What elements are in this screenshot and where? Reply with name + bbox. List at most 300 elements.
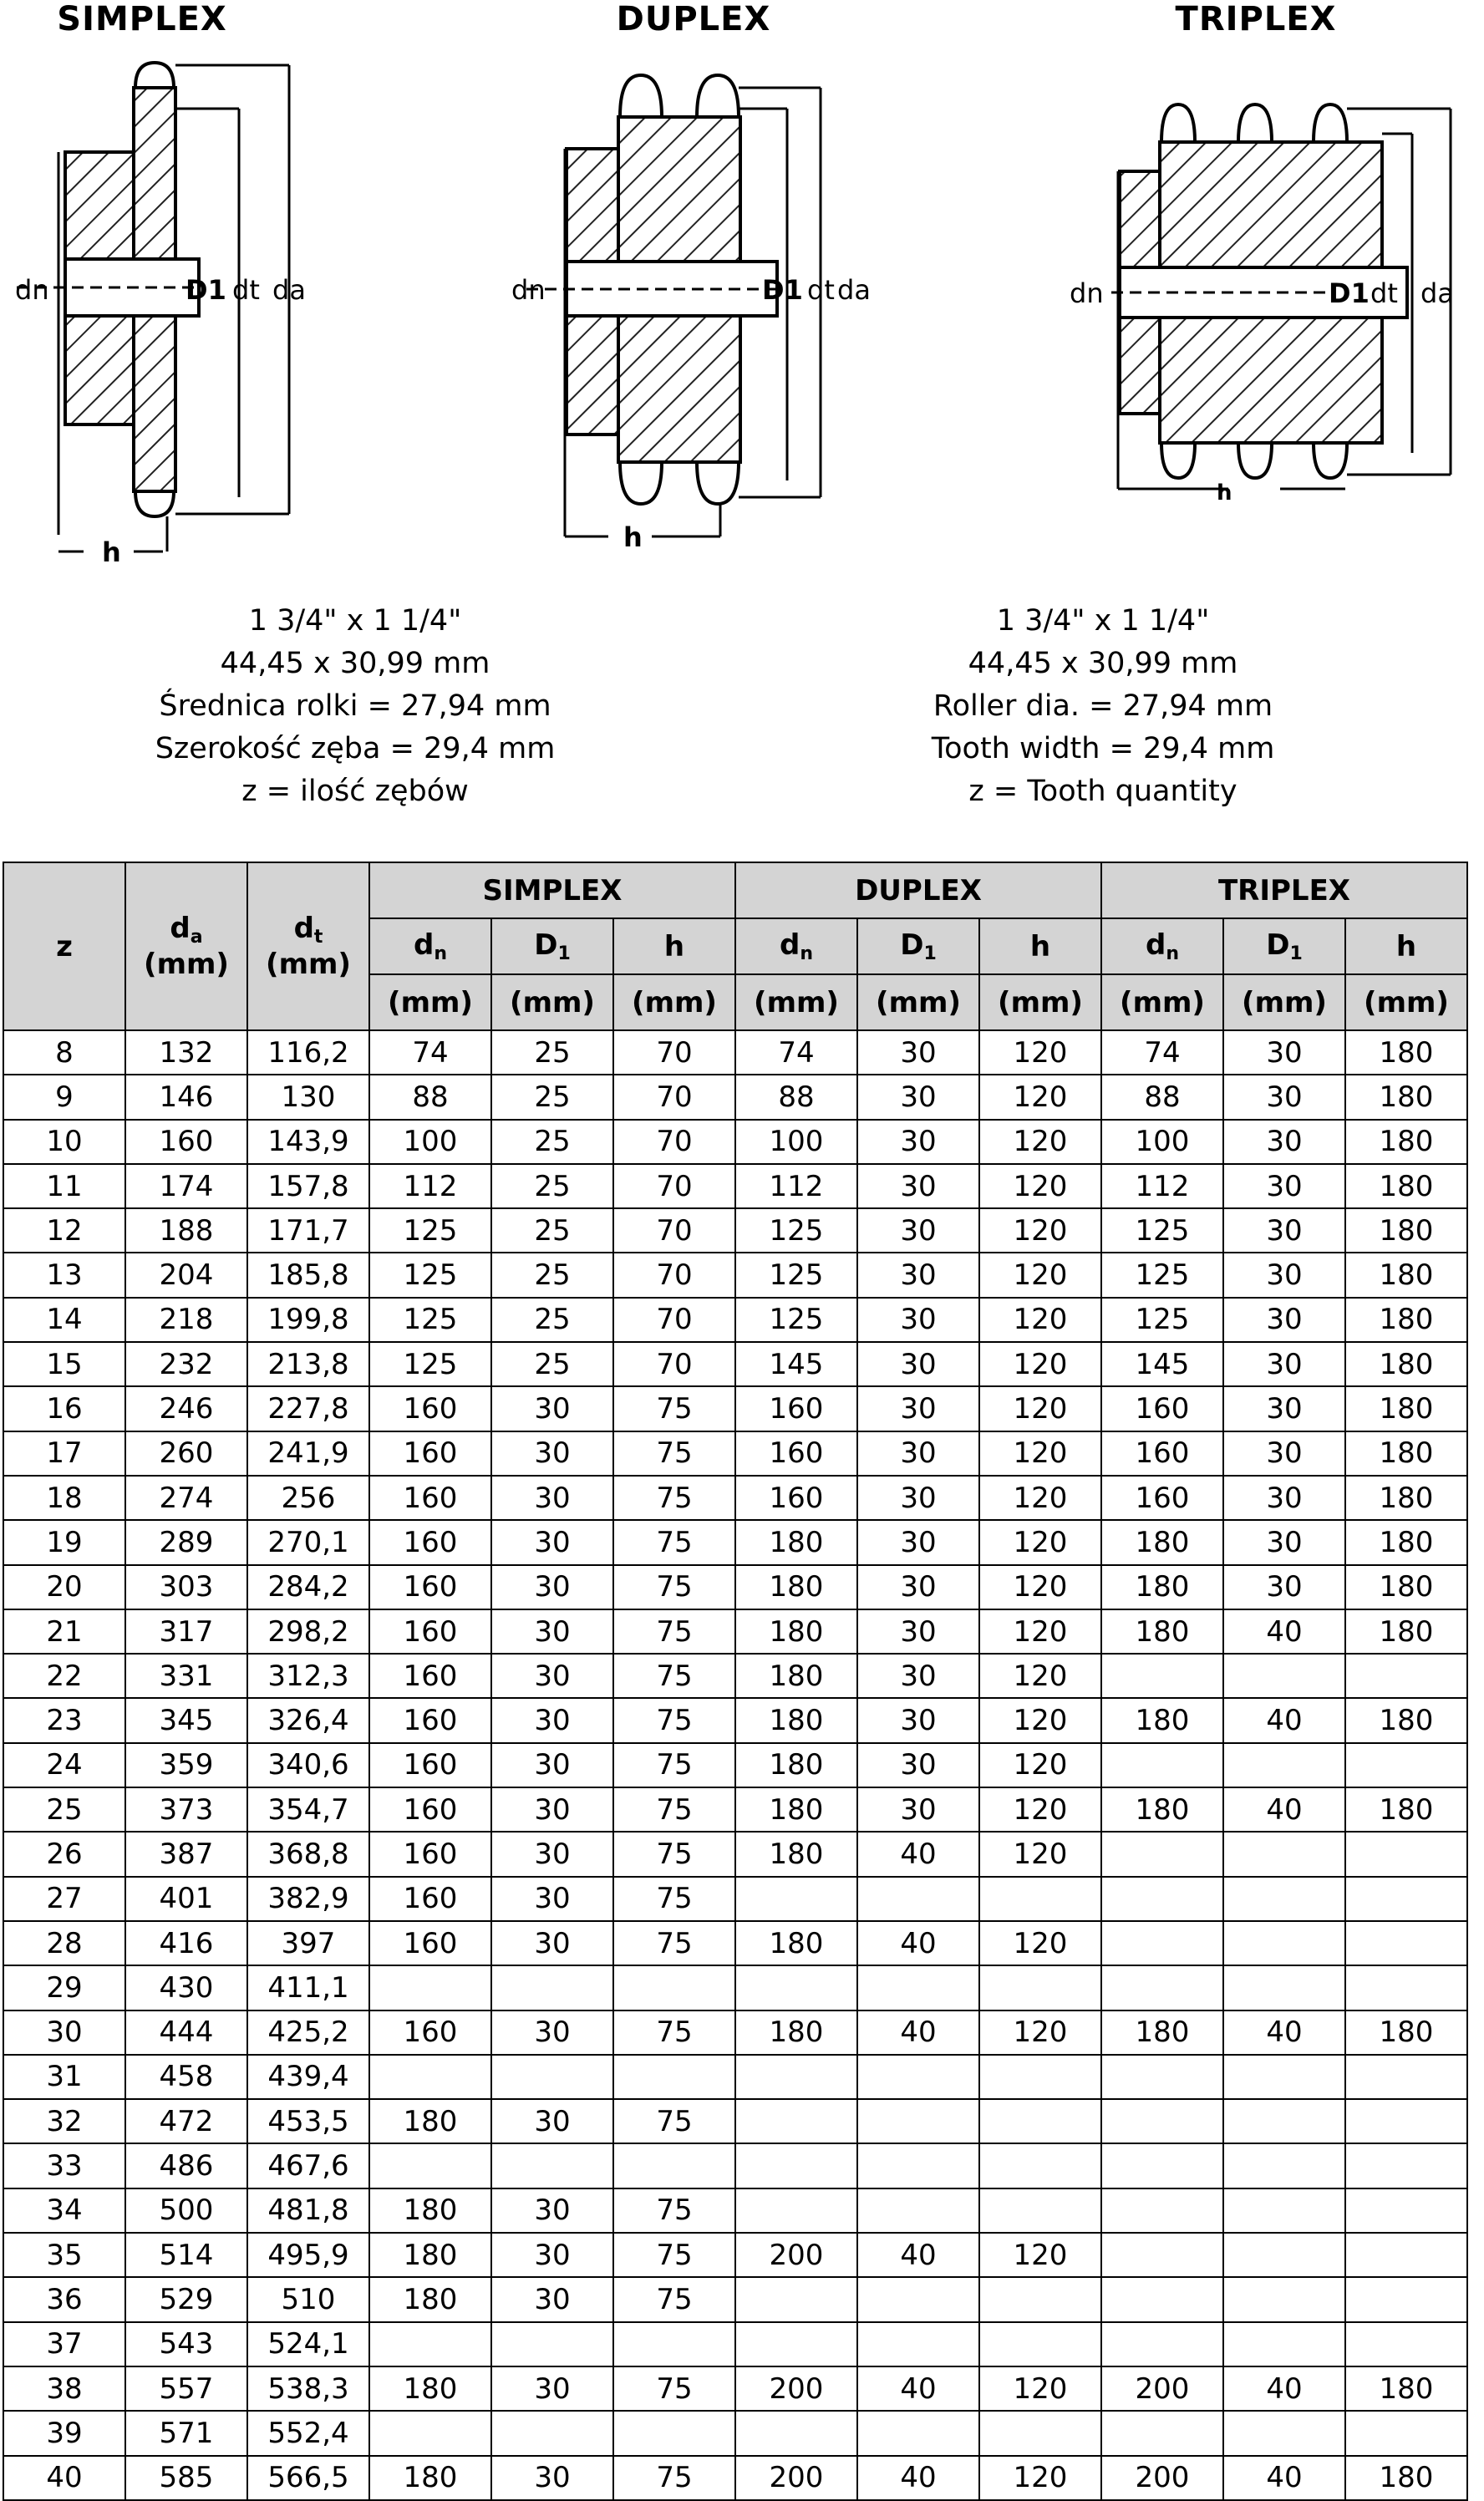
- table-cell: 120: [979, 1921, 1101, 1965]
- table-cell: 120: [979, 1120, 1101, 1164]
- table-cell: 30: [491, 2233, 613, 2277]
- table-cell: [1345, 1877, 1467, 1921]
- table-cell: [1345, 2277, 1467, 2321]
- table-cell: [857, 1965, 979, 2010]
- caption-en-line: z = Tooth quantity: [968, 775, 1238, 808]
- table-cell: 430: [125, 1965, 247, 2010]
- table-cell: 33: [3, 2143, 125, 2188]
- table-cell: 28: [3, 1921, 125, 1965]
- table-cell: 30: [857, 1075, 979, 1119]
- table-cell: [857, 2322, 979, 2366]
- table-cell: 260: [125, 1431, 247, 1476]
- table-cell: 180: [1345, 1431, 1467, 1476]
- table-cell: [613, 2411, 735, 2455]
- table-cell: 40: [1223, 2456, 1345, 2500]
- caption-english: [836, 600, 1370, 813]
- table-row: [3, 1431, 1467, 1476]
- table-cell: 571: [125, 2411, 247, 2455]
- table-cell: 16: [3, 1386, 125, 1431]
- table-cell: 75: [613, 2277, 735, 2321]
- table-cell: 200: [735, 2233, 857, 2277]
- table-row: [3, 2010, 1467, 2055]
- table-cell: 40: [857, 1832, 979, 1876]
- table-cell: 31: [3, 2055, 125, 2099]
- table-cell: 557: [125, 2366, 247, 2411]
- table-cell: 100: [1101, 1120, 1223, 1164]
- table-cell: 125: [735, 1208, 857, 1253]
- table-cell: 585: [125, 2456, 247, 2500]
- table-cell: 88: [735, 1075, 857, 1119]
- header-unit: (mm): [491, 974, 613, 1030]
- table-cell: 40: [857, 1921, 979, 1965]
- table-cell: [1345, 2233, 1467, 2277]
- triplex-dt-label: dt: [1370, 277, 1398, 309]
- table-cell: 317: [125, 1609, 247, 1654]
- table-cell: 180: [1345, 1075, 1467, 1119]
- table-cell: [857, 2055, 979, 2099]
- duplex-h-label: h: [623, 521, 643, 553]
- table-cell: [735, 2277, 857, 2321]
- table-cell: 70: [613, 1075, 735, 1119]
- sprocket-spec-table: [3, 862, 1468, 2501]
- table-cell: 120: [979, 1253, 1101, 1297]
- table-cell: 180: [1101, 1565, 1223, 1609]
- table-cell: [1345, 2411, 1467, 2455]
- table-cell: [1223, 2055, 1345, 2099]
- table-cell: 180: [735, 1921, 857, 1965]
- table-cell: 180: [369, 2188, 491, 2233]
- table-cell: [1101, 1965, 1223, 2010]
- table-cell: 70: [613, 1164, 735, 1208]
- table-cell: 75: [613, 1743, 735, 1787]
- table-cell: 120: [979, 1298, 1101, 1342]
- table-cell: 125: [1101, 1208, 1223, 1253]
- table-cell: 180: [1345, 1386, 1467, 1431]
- table-cell: 75: [613, 1476, 735, 1520]
- table-cell: 120: [979, 1654, 1101, 1698]
- table-cell: 552,4: [247, 2411, 369, 2455]
- table-cell: [1345, 1743, 1467, 1787]
- table-cell: [735, 2322, 857, 2366]
- caption-en-line: Roller dia. = 27,94 mm: [933, 689, 1273, 723]
- table-cell: 160: [735, 1431, 857, 1476]
- caption-pl-line: 44,45 x 30,99 mm: [220, 647, 490, 680]
- table-cell: 30: [1223, 1075, 1345, 1119]
- table-cell: [979, 2099, 1101, 2143]
- table-cell: 538,3: [247, 2366, 369, 2411]
- table-cell: [735, 1965, 857, 2010]
- caption-en-line: 1 3/4" x 1 1/4": [996, 604, 1210, 638]
- table-row: [3, 1609, 1467, 1654]
- header-unit: (mm): [369, 974, 491, 1030]
- table-cell: 30: [491, 1787, 613, 1832]
- table-cell: 180: [369, 2456, 491, 2500]
- table-cell: 40: [1223, 2010, 1345, 2055]
- header-unit: (mm): [1223, 974, 1345, 1030]
- table-cell: 75: [613, 1565, 735, 1609]
- duplex-dn-label: dn: [511, 274, 546, 306]
- table-cell: [491, 2143, 613, 2188]
- table-cell: 331: [125, 1654, 247, 1698]
- table-cell: 70: [613, 1298, 735, 1342]
- table-cell: [1345, 2322, 1467, 2366]
- table-cell: [857, 1877, 979, 1921]
- table-cell: [1101, 1654, 1223, 1698]
- table-row: [3, 2188, 1467, 2233]
- table-cell: 160: [369, 1698, 491, 1742]
- table-cell: 382,9: [247, 1877, 369, 1921]
- table-cell: [1101, 1832, 1223, 1876]
- table-cell: 32: [3, 2099, 125, 2143]
- table-cell: 125: [735, 1298, 857, 1342]
- table-cell: 160: [369, 1386, 491, 1431]
- table-cell: [1223, 1921, 1345, 1965]
- table-cell: 40: [1223, 1698, 1345, 1742]
- table-cell: 120: [979, 1743, 1101, 1787]
- table-cell: 180: [1345, 1030, 1467, 1075]
- table-cell: 120: [979, 1832, 1101, 1876]
- table-cell: [1101, 1921, 1223, 1965]
- table-cell: 30: [1223, 1386, 1345, 1431]
- table-cell: 74: [1101, 1030, 1223, 1075]
- table-cell: [613, 1965, 735, 2010]
- table-cell: 232: [125, 1342, 247, 1386]
- header-unit: (mm): [1345, 974, 1467, 1030]
- table-cell: 75: [613, 2188, 735, 2233]
- table-cell: [1101, 2055, 1223, 2099]
- header-group-triplex: TRIPLEX: [1101, 862, 1467, 918]
- table-cell: 30: [1223, 1030, 1345, 1075]
- table-cell: [979, 2411, 1101, 2455]
- table-cell: 30: [857, 1208, 979, 1253]
- table-cell: 180: [1345, 1298, 1467, 1342]
- table-cell: 8: [3, 1030, 125, 1075]
- table-cell: 30: [857, 1431, 979, 1476]
- table-cell: 120: [979, 2456, 1101, 2500]
- table-cell: 125: [369, 1253, 491, 1297]
- caption-polish: [88, 600, 623, 813]
- duplex-title: DUPLEX: [616, 0, 771, 38]
- table-cell: [735, 2411, 857, 2455]
- table-cell: 180: [1101, 1698, 1223, 1742]
- table-cell: 30: [1223, 1565, 1345, 1609]
- table-row: [3, 2411, 1467, 2455]
- table-cell: 160: [125, 1120, 247, 1164]
- table-cell: 30: [3, 2010, 125, 2055]
- header-h: h: [613, 918, 735, 974]
- table-cell: 30: [1223, 1520, 1345, 1564]
- table-cell: 15: [3, 1342, 125, 1386]
- table-cell: 180: [1101, 1520, 1223, 1564]
- table-cell: 185,8: [247, 1253, 369, 1297]
- simplex-h-label: h: [102, 536, 121, 568]
- table-cell: 75: [613, 1386, 735, 1431]
- table-cell: [857, 2099, 979, 2143]
- table-cell: 29: [3, 1965, 125, 2010]
- table-cell: 11: [3, 1164, 125, 1208]
- table-cell: [1101, 2411, 1223, 2455]
- table-cell: 25: [491, 1298, 613, 1342]
- table-cell: 14: [3, 1298, 125, 1342]
- table-cell: [857, 2411, 979, 2455]
- table-cell: [1223, 2099, 1345, 2143]
- table-cell: 524,1: [247, 2322, 369, 2366]
- table-cell: 17: [3, 1431, 125, 1476]
- table-cell: 453,5: [247, 2099, 369, 2143]
- table-cell: 25: [491, 1208, 613, 1253]
- caption-pl-line: Szerokość zęba = 29,4 mm: [155, 732, 556, 765]
- table-cell: 19: [3, 1520, 125, 1564]
- table-cell: 180: [735, 1698, 857, 1742]
- table-cell: [979, 2055, 1101, 2099]
- table-cell: 180: [1101, 2010, 1223, 2055]
- table-cell: [979, 1877, 1101, 1921]
- table-cell: 180: [1345, 2456, 1467, 2500]
- table-cell: 30: [491, 1743, 613, 1787]
- table-cell: 125: [369, 1342, 491, 1386]
- table-cell: 88: [1101, 1075, 1223, 1119]
- table-row: [3, 1075, 1467, 1119]
- table-cell: 289: [125, 1520, 247, 1564]
- table-cell: 120: [979, 1208, 1101, 1253]
- table-cell: [613, 2143, 735, 2188]
- table-cell: 30: [1223, 1164, 1345, 1208]
- table-cell: 75: [613, 1609, 735, 1654]
- table-cell: 120: [979, 2010, 1101, 2055]
- table-cell: 30: [857, 1743, 979, 1787]
- header-unit: (mm): [857, 974, 979, 1030]
- header-D1: $D_1$: [491, 918, 613, 974]
- triplex-diagram: [1061, 0, 1484, 577]
- table-cell: [1345, 1921, 1467, 1965]
- table-cell: 30: [491, 1698, 613, 1742]
- triplex-title: TRIPLEX: [1175, 0, 1337, 38]
- table-cell: [491, 2055, 613, 2099]
- table-cell: 75: [613, 1520, 735, 1564]
- table-cell: 30: [491, 2277, 613, 2321]
- table-row: [3, 1565, 1467, 1609]
- table-cell: 274: [125, 1476, 247, 1520]
- table-cell: 256: [247, 1476, 369, 1520]
- table-cell: 120: [979, 1431, 1101, 1476]
- table-row: [3, 1921, 1467, 1965]
- table-cell: 100: [369, 1120, 491, 1164]
- table-cell: 160: [1101, 1431, 1223, 1476]
- header-unit: (mm): [613, 974, 735, 1030]
- table-cell: [979, 2188, 1101, 2233]
- table-cell: 543: [125, 2322, 247, 2366]
- table-row: [3, 1476, 1467, 1520]
- triplex-da-label: da: [1420, 277, 1454, 309]
- table-cell: [735, 2143, 857, 2188]
- table-cell: [1345, 2055, 1467, 2099]
- header-z: z: [3, 862, 125, 1030]
- table-row: [3, 2055, 1467, 2099]
- table-cell: 180: [735, 1609, 857, 1654]
- table-cell: 30: [491, 2188, 613, 2233]
- table-cell: 160: [735, 1476, 857, 1520]
- table-cell: 112: [735, 1164, 857, 1208]
- table-cell: 566,5: [247, 2456, 369, 2500]
- table-cell: 145: [735, 1342, 857, 1386]
- table-cell: 180: [1345, 1476, 1467, 1520]
- table-cell: 30: [857, 1120, 979, 1164]
- table-cell: 30: [491, 1877, 613, 1921]
- table-cell: [1345, 1832, 1467, 1876]
- table-cell: 25: [3, 1787, 125, 1832]
- table-cell: 120: [979, 1698, 1101, 1742]
- table-row: [3, 1787, 1467, 1832]
- table-cell: 125: [369, 1208, 491, 1253]
- table-cell: 500: [125, 2188, 247, 2233]
- table-cell: 30: [1223, 1253, 1345, 1297]
- table-cell: 75: [613, 2456, 735, 2500]
- table-cell: 373: [125, 1787, 247, 1832]
- table-cell: 180: [1345, 1609, 1467, 1654]
- table-cell: 30: [491, 1431, 613, 1476]
- table-cell: 116,2: [247, 1030, 369, 1075]
- table-cell: 26: [3, 1832, 125, 1876]
- table-cell: 345: [125, 1698, 247, 1742]
- table-cell: 160: [369, 1520, 491, 1564]
- table-cell: 30: [1223, 1208, 1345, 1253]
- table-cell: 270,1: [247, 1520, 369, 1564]
- table-cell: 180: [1101, 1787, 1223, 1832]
- table-cell: [857, 2277, 979, 2321]
- simplex-dn-label: dn: [15, 274, 49, 306]
- table-cell: 180: [1345, 1164, 1467, 1208]
- table-cell: 70: [613, 1030, 735, 1075]
- header-dn: $d_n$: [1101, 918, 1223, 974]
- header-unit: (mm): [979, 974, 1101, 1030]
- table-row: [3, 2366, 1467, 2411]
- table-cell: 180: [1345, 1253, 1467, 1297]
- table-cell: 467,6: [247, 2143, 369, 2188]
- table-cell: 180: [1345, 1787, 1467, 1832]
- table-cell: [1101, 1877, 1223, 1921]
- table-row: [3, 1298, 1467, 1342]
- table-cell: 180: [1345, 2010, 1467, 2055]
- table-row: [3, 1253, 1467, 1297]
- table-cell: 25: [491, 1120, 613, 1164]
- table-cell: 30: [1223, 1476, 1345, 1520]
- table-cell: 387: [125, 1832, 247, 1876]
- table-cell: 120: [979, 1164, 1101, 1208]
- table-cell: 70: [613, 1120, 735, 1164]
- table-cell: 70: [613, 1342, 735, 1386]
- table-cell: [1101, 2233, 1223, 2277]
- table-cell: 204: [125, 1253, 247, 1297]
- table-cell: 70: [613, 1253, 735, 1297]
- spec-table-body: [3, 1030, 1467, 2500]
- simplex-drawing: [0, 0, 351, 577]
- table-cell: 180: [1345, 1565, 1467, 1609]
- table-cell: 30: [857, 1298, 979, 1342]
- table-row: [3, 1386, 1467, 1431]
- table-row: [3, 1965, 1467, 2010]
- table-cell: 70: [613, 1208, 735, 1253]
- table-cell: [613, 2055, 735, 2099]
- table-cell: 130: [247, 1075, 369, 1119]
- caption-en-line: 44,45 x 30,99 mm: [968, 647, 1238, 680]
- table-cell: 120: [979, 1386, 1101, 1431]
- table-cell: 143,9: [247, 1120, 369, 1164]
- table-cell: 88: [369, 1075, 491, 1119]
- table-cell: 298,2: [247, 1609, 369, 1654]
- table-cell: 120: [979, 1520, 1101, 1564]
- table-cell: 458: [125, 2055, 247, 2099]
- table-row: [3, 1832, 1467, 1876]
- header-D1: $D_1$: [1223, 918, 1345, 974]
- simplex-diagram: [0, 0, 351, 577]
- table-cell: 340,6: [247, 1743, 369, 1787]
- table-cell: 200: [1101, 2456, 1223, 2500]
- table-cell: 30: [491, 2366, 613, 2411]
- table-cell: 160: [369, 1565, 491, 1609]
- triplex-dn-label: dn: [1070, 277, 1104, 309]
- table-cell: 30: [857, 1030, 979, 1075]
- table-cell: 34: [3, 2188, 125, 2233]
- table-cell: 40: [857, 2233, 979, 2277]
- table-cell: [1223, 1832, 1345, 1876]
- table-cell: 120: [979, 2366, 1101, 2411]
- caption-pl-line: Średnica rolki = 27,94 mm: [159, 689, 551, 723]
- header-unit: (mm): [1101, 974, 1223, 1030]
- table-cell: 75: [613, 1787, 735, 1832]
- table-cell: [1101, 2188, 1223, 2233]
- table-cell: [369, 2411, 491, 2455]
- table-cell: [1101, 2099, 1223, 2143]
- table-cell: 160: [1101, 1386, 1223, 1431]
- triplex-h-label: h: [1217, 480, 1232, 506]
- table-cell: [1345, 2099, 1467, 2143]
- table-cell: 30: [857, 1476, 979, 1520]
- table-cell: 180: [1345, 1208, 1467, 1253]
- table-cell: 180: [369, 2277, 491, 2321]
- table-cell: [369, 2143, 491, 2188]
- simplex-title: SIMPLEX: [57, 0, 227, 38]
- caption-en-line: Tooth width = 29,4 mm: [931, 732, 1275, 765]
- table-row: [3, 1164, 1467, 1208]
- table-cell: 510: [247, 2277, 369, 2321]
- table-cell: 38: [3, 2366, 125, 2411]
- table-row: [3, 1654, 1467, 1698]
- table-cell: 188: [125, 1208, 247, 1253]
- table-cell: 146: [125, 1075, 247, 1119]
- table-cell: 18: [3, 1476, 125, 1520]
- table-cell: 180: [735, 1520, 857, 1564]
- table-cell: [1345, 2143, 1467, 2188]
- table-cell: [613, 2322, 735, 2366]
- table-cell: 180: [1345, 1120, 1467, 1164]
- table-row: [3, 2143, 1467, 2188]
- table-cell: 303: [125, 1565, 247, 1609]
- table-cell: 486: [125, 2143, 247, 2188]
- table-cell: 397: [247, 1921, 369, 1965]
- table-cell: 160: [369, 1431, 491, 1476]
- table-cell: 120: [979, 1565, 1101, 1609]
- table-cell: [369, 2322, 491, 2366]
- table-cell: 24: [3, 1743, 125, 1787]
- table-cell: [1223, 1877, 1345, 1921]
- table-cell: 359: [125, 1743, 247, 1787]
- table-cell: 40: [857, 2010, 979, 2055]
- table-cell: 12: [3, 1208, 125, 1253]
- table-cell: 401: [125, 1877, 247, 1921]
- table-cell: 160: [369, 1921, 491, 1965]
- table-cell: 30: [857, 1342, 979, 1386]
- caption-pl-line: 1 3/4" x 1 1/4": [248, 604, 462, 638]
